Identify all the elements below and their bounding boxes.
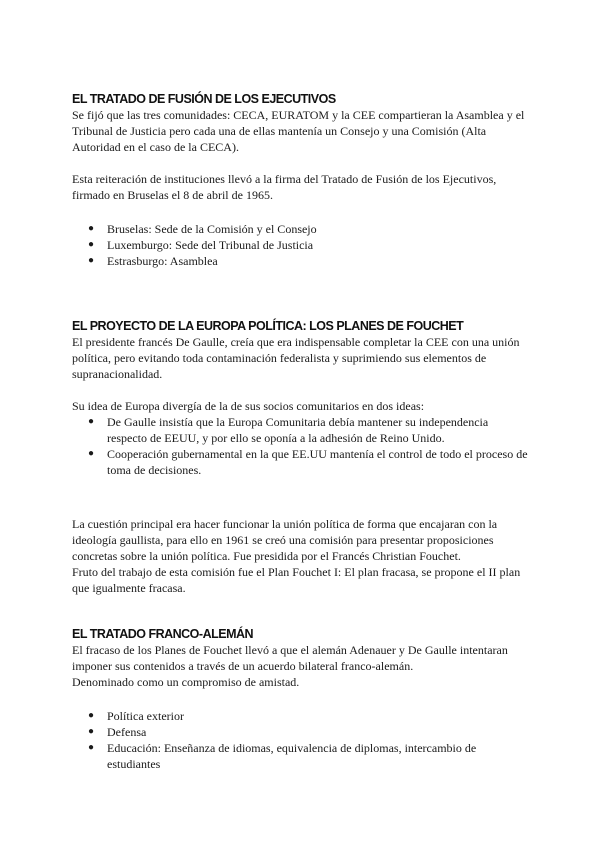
paragraph: Se fijó que las tres comunidades: CECA, EURATOM y la CEE compartieran la Asamblea y el Tribunal de Justicia pero cada una de ellas mantenía un Consejo y una Comisión (Alta Autoridad en el caso de la CECA). xyxy=(72,108,525,154)
section-heading: EL TRATADO FRANCO-ALEMÁN xyxy=(72,627,254,641)
paragraph: La cuestión principal era hacer funcionar la unión política de forma que encajaran con la ideología gaullista, para ello en 1961 se creó una comisión para presentar proposiciones concretas sobre la unión política. Fue presidida por el Francés Christian Fouchet. xyxy=(72,517,498,563)
paragraph: Fruto del trabajo de esta comisión fue el Plan Fouchet I: El plan fracasa, se propone el II plan que igualmente fracasa. xyxy=(72,565,521,595)
list-item: ● Cooperación gubernamental en la que EE.UU mantenía el control de todo el proceso de toma de decisiones. xyxy=(88,447,528,477)
list-item: ● Política exterior xyxy=(88,709,184,723)
bullet-icon: ● xyxy=(88,448,95,459)
list-item: ● De Gaulle insistía que la Europa Comunitaria debía mantener su independencia respecto de EEUU, y por ello se oponía a la adhesión de Reino Unido. xyxy=(88,415,489,445)
paragraph: El fracaso de los Planes de Fouchet llevó a que el alemán Adenauer y De Gaulle intentaran imponer sus contenidos a través de un acuerdo bilateral franco-alemán. xyxy=(72,643,508,673)
bullet-icon: ● xyxy=(88,742,95,753)
bullet-icon: ● xyxy=(88,223,95,234)
list-item: ● Estrasburgo: Asamblea xyxy=(88,254,218,268)
bullet-list xyxy=(72,414,528,478)
paragraph: Esta reiteración de instituciones llevó a la firma del Tratado de Fusión de los Ejecutivos, firmado en Bruselas el 8 de abril de 1965. xyxy=(72,172,497,202)
section-heading: EL PROYECTO DE LA EUROPA POLÍTICA: LOS PLANES DE FOUCHET xyxy=(72,319,464,333)
section-heading: EL TRATADO DE FUSIÓN DE LOS EJECUTIVOS xyxy=(72,92,336,106)
section-tratado-franco-aleman xyxy=(72,626,528,772)
bullet-icon: ● xyxy=(88,710,95,721)
list-item: ● Educación: Enseñanza de idiomas, equivalencia de diplomas, intercambio de estudiantes xyxy=(88,741,477,771)
section-europa-politica xyxy=(72,318,528,596)
bullet-icon: ● xyxy=(88,726,95,737)
list-item: ● Luxemburgo: Sede del Tribunal de Justicia xyxy=(88,238,314,252)
paragraph: Su idea de Europa divergía de la de sus socios comunitarios en dos ideas: xyxy=(72,399,425,413)
paragraph: El presidente francés De Gaulle, creía que era indispensable completar la CEE con una unión política, pero evitando toda contaminación federalista y suprimiendo sus elementos de supranacionalidad. xyxy=(72,335,520,381)
section-tratado-fusion xyxy=(72,91,528,269)
bullet-icon: ● xyxy=(88,416,95,427)
list-item: ● Defensa xyxy=(88,725,147,739)
bullet-icon: ● xyxy=(88,239,95,250)
paragraph: Denominado como un compromiso de amistad. xyxy=(72,675,300,689)
list-item: ● Bruselas: Sede de la Comisión y el Consejo xyxy=(88,222,317,236)
bullet-list xyxy=(72,221,528,269)
bullet-icon: ● xyxy=(88,255,95,266)
bullet-list xyxy=(72,708,528,772)
